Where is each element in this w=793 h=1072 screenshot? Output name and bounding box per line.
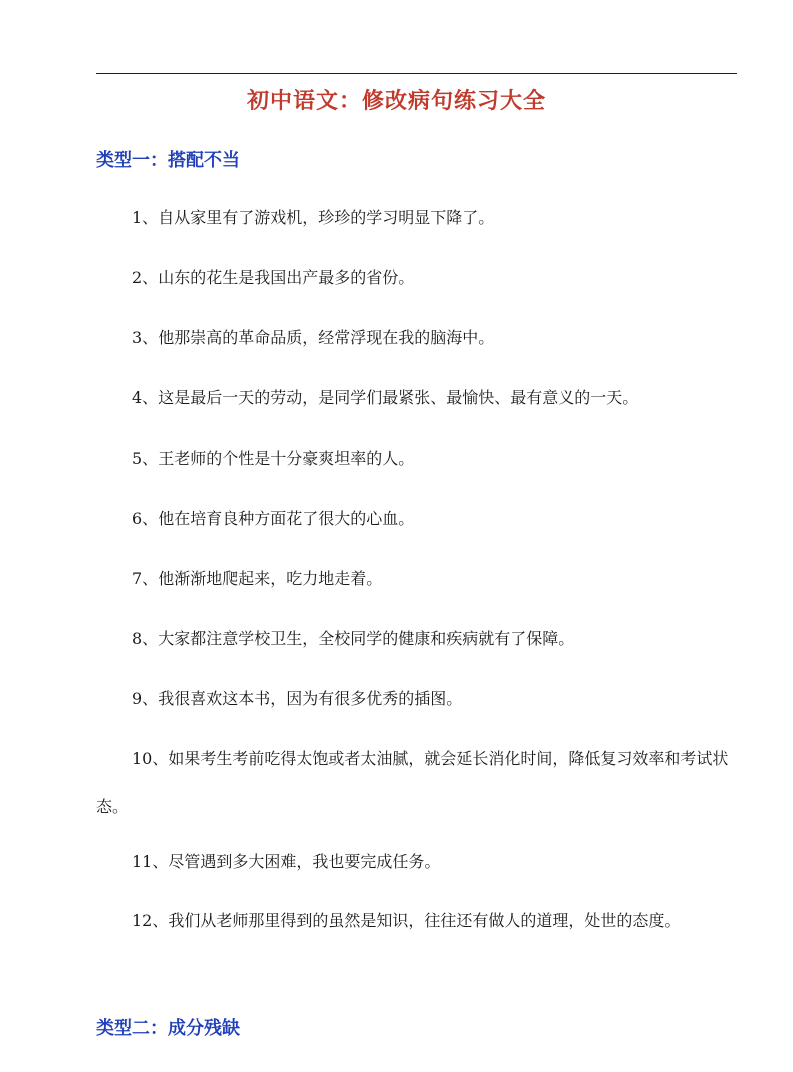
list-item — [96, 735, 737, 831]
item-number: 10、 — [132, 749, 169, 768]
item-text: 如果考生考前吃得太饱或者太油腻，就会延长消化时间，降低复习效率和考试状态。 — [96, 749, 729, 816]
item-number: 2、 — [132, 268, 159, 287]
item-number: 8、 — [132, 629, 159, 648]
item-number: 1、 — [132, 208, 159, 227]
list-item — [96, 675, 737, 723]
list-item — [96, 374, 737, 422]
item-text: 山东的花生是我国出产最多的省份。 — [158, 268, 415, 287]
item-number: 5、 — [132, 449, 159, 468]
list-item — [96, 838, 737, 886]
list-item — [96, 615, 737, 663]
list-item — [96, 435, 737, 483]
item-text: 王老师的个性是十分豪爽坦率的人。 — [158, 449, 415, 468]
item-number: 4、 — [132, 388, 159, 407]
section-heading-type-1: 类型一：搭配不当 — [96, 150, 240, 171]
list-item — [96, 555, 737, 603]
section-heading-type-2: 类型二：成分残缺 — [96, 1018, 240, 1039]
item-text: 这是最后一天的劳动，是同学们最紧张、最愉快、最有意义的一天。 — [158, 388, 639, 407]
item-text: 我们从老师那里得到的虽然是知识，往往还有做人的道理，处世的态度。 — [168, 911, 681, 930]
item-text: 我很喜欢这本书，因为有很多优秀的插图。 — [158, 689, 463, 708]
list-item — [96, 314, 737, 362]
item-text: 大家都注意学校卫生，全校同学的健康和疾病就有了保障。 — [158, 629, 575, 648]
item-number: 12、 — [132, 911, 169, 930]
item-text: 他那崇高的革命品质，经常浮现在我的脑海中。 — [158, 328, 495, 347]
document-title: 初中语文：修改病句练习大全 — [246, 88, 546, 114]
list-item — [96, 254, 737, 302]
item-text: 尽管遇到多大困难，我也要完成任务。 — [168, 852, 441, 871]
list-item — [96, 495, 737, 543]
item-number: 9、 — [132, 689, 159, 708]
list-item — [96, 897, 737, 945]
list-item — [96, 194, 737, 242]
header-rule — [96, 73, 737, 74]
item-number: 7、 — [132, 569, 159, 588]
item-text: 他在培育良种方面花了很大的心血。 — [158, 509, 415, 528]
item-text: 自从家里有了游戏机，珍珍的学习明显下降了。 — [158, 208, 495, 227]
item-number: 11、 — [132, 852, 169, 871]
item-number: 3、 — [132, 328, 159, 347]
item-number: 6、 — [132, 509, 159, 528]
item-text: 他渐渐地爬起来，吃力地走着。 — [158, 569, 383, 588]
